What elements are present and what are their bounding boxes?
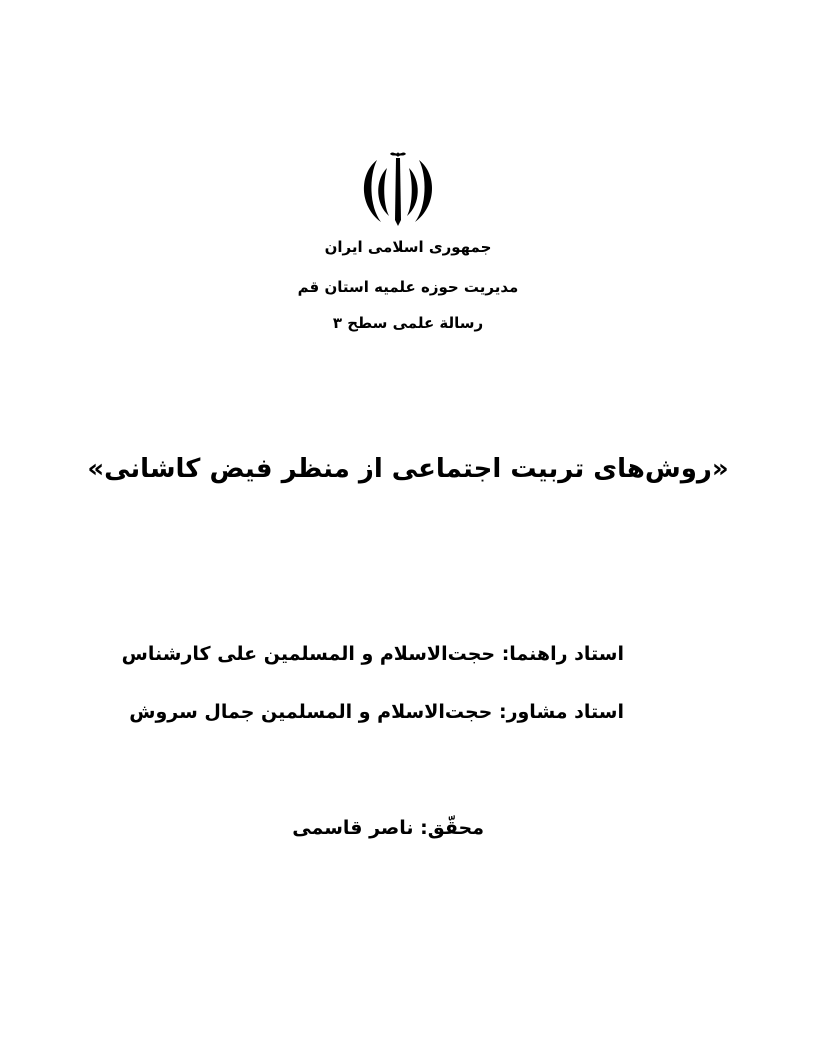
thesis-title: «روش‌های تربیت اجتماعی از منظر فیض کاشانی» bbox=[87, 454, 729, 484]
iran-emblem-icon bbox=[357, 150, 439, 228]
thesis-level: رسالة علمی سطح ۳ bbox=[332, 314, 484, 332]
researcher-line: محقّق: ناصر قاسمی bbox=[292, 817, 484, 839]
supervisor-line: استاد راهنما: حجت‌الاسلام و المسلمین علی کارشناس bbox=[121, 643, 624, 665]
consultant-line: استاد مشاور: حجت‌الاسلام و المسلمین جمال سروش bbox=[129, 701, 624, 723]
country-name: جمهوری اسلامی ایران bbox=[324, 238, 492, 256]
seminary-management: مدیریت حوزه علمیه استان قم bbox=[297, 278, 519, 296]
